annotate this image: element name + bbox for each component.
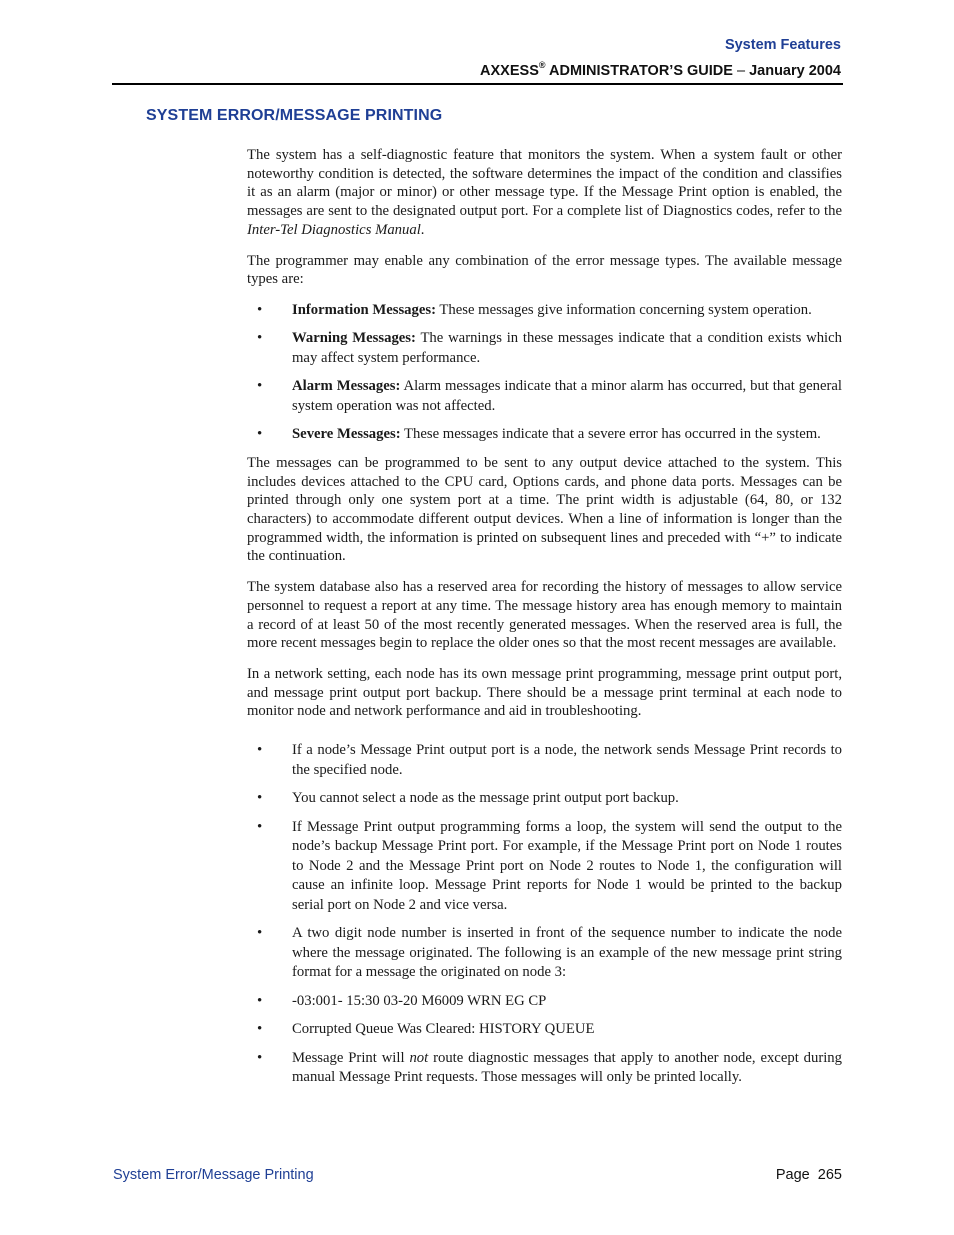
network-notes-list xyxy=(247,741,842,1088)
message-type-text: The warnings in these messages indicate that a condition exists which may affect system performance. xyxy=(292,330,842,366)
note-text: route diagnostic messages that apply to another node, except during manual Message Print requests. Those messages will only be printed locally. xyxy=(292,1049,842,1086)
message-type-label: Severe Messages: xyxy=(292,426,401,443)
network-paragraph: In a network setting, each node has its own message print programming, message print output port, and message print output port backup. There should be a message print terminal at each node to monitor node and network performance and aid in troubleshooting. xyxy=(247,665,842,720)
manual-reference: Inter-Tel Diagnostics Manual xyxy=(247,221,421,238)
message-type-label: Warning Messages: xyxy=(292,330,416,347)
document-body xyxy=(247,146,842,1097)
bullet-icon: • xyxy=(257,330,263,347)
bullet-icon: • xyxy=(257,790,263,807)
history-paragraph: The system database also has a reserved area for recording the history of messages to allow service personnel to request a report at any time. The message history area has enough memory to maintain a record of at least 50 of the most recently generated messages. When the reserved area is full, the more recent messages begin to replace the older ones so that the most recent messages are available. xyxy=(247,579,842,652)
list-item xyxy=(247,425,842,445)
bullet-icon: • xyxy=(257,378,263,395)
header-dash: – xyxy=(736,63,746,79)
output-devices-paragraph: The messages can be programmed to be sent to any output device attached to the system. This includes devices attached to the CPU card, Options cards, and phone data ports. Messages can be printed through only one system port at a time. The print width is adjustable (64, 80, or 132 characters) to accommodate different output devices. When a line of information is longer than the programmed width, the information is printed on subsequent lines and preceded with “+” to indicate the continuation. xyxy=(247,454,842,565)
example-string: -03:001- 15:30 03-20 M6009 WRN EG CP xyxy=(292,992,547,1009)
message-type-text: These messages give information concerning system operation. xyxy=(436,301,812,318)
list-item xyxy=(247,301,842,321)
header-section-title: System Features xyxy=(724,37,841,53)
message-type-label: Alarm Messages: xyxy=(292,378,401,395)
footer-section-name: System Error/Message Printing xyxy=(113,1167,314,1183)
bullet-icon: • xyxy=(257,1021,263,1038)
list-item xyxy=(247,377,842,416)
note-text: Corrupted Queue Was Cleared: HISTORY QUEUE xyxy=(292,1021,595,1038)
bullet-icon: • xyxy=(257,925,263,942)
header-date: January 2004 xyxy=(745,63,841,79)
bullet-icon: • xyxy=(257,1049,263,1066)
list-item xyxy=(247,924,842,983)
list-item xyxy=(247,992,842,1012)
list-item xyxy=(247,818,842,916)
bullet-icon: • xyxy=(257,818,263,835)
bullet-icon: • xyxy=(257,992,263,1009)
emphasis-text: not xyxy=(409,1049,429,1066)
header-rule xyxy=(112,83,843,85)
note-text: If Message Print output programming forms a loop, the system will send the output to the node’s backup Message Print port. For example, if the Message Print port on Node 1 routes to Node 2 and the Message Print port on Node 2 routes to Node 1, the configuration will cause an infinite loop. Message Print reports for Node 1 would be printed to the backup serial port on Node 2 and vice versa. xyxy=(292,818,842,913)
list-item xyxy=(247,789,842,809)
bullet-icon: • xyxy=(257,301,263,318)
registered-mark: ® xyxy=(538,60,546,70)
message-type-text: Alarm messages indicate that a minor alarm has occurred, but that general system operation was not affected. xyxy=(292,378,842,414)
message-types-list xyxy=(247,301,842,445)
note-text: A two digit node number is inserted in front of the sequence number to indicate the node where the message originated. The following is an example of the new message print string format for a message the originated on node 3: xyxy=(292,925,842,981)
section-title: SYSTEM ERROR/MESSAGE PRINTING xyxy=(146,107,443,124)
note-text: You cannot select a node as the message print output port backup. xyxy=(292,790,679,807)
header-brand: AXXESS xyxy=(480,63,539,79)
types-intro-paragraph: The programmer may enable any combination of the error message types. The available message types are: xyxy=(247,252,842,288)
note-text: Message Print will xyxy=(292,1049,410,1066)
message-type-label: Information Messages: xyxy=(292,301,436,318)
footer-page-number: Page 265 xyxy=(775,1167,842,1183)
list-item xyxy=(247,329,842,368)
note-text: If a node’s Message Print output port is a node, the network sends Message Print records to the specified node. xyxy=(292,742,842,778)
list-item xyxy=(247,741,842,780)
message-type-text: These messages indicate that a severe error has occurred in the system. xyxy=(400,426,821,443)
header-guide-title xyxy=(480,60,841,79)
intro-paragraph xyxy=(247,146,842,240)
list-item xyxy=(247,1020,842,1040)
intro-text: The system has a self-diagnostic feature that monitors the system. When a system fault or other noteworthy condition is detected, the software determines the impact of the condition and classifies it as an alarm (major or minor) or other message type. If the Message Print option is enabled, the messages are sent to the designated output port. For a complete list of Diagnostics codes, refer to the xyxy=(247,147,842,220)
header-guide-name: ADMINISTRATOR’S GUIDE xyxy=(545,63,737,79)
list-item xyxy=(247,1049,842,1088)
intro-end: . xyxy=(420,221,425,238)
bullet-icon: • xyxy=(257,742,263,759)
bullet-icon: • xyxy=(257,426,263,443)
